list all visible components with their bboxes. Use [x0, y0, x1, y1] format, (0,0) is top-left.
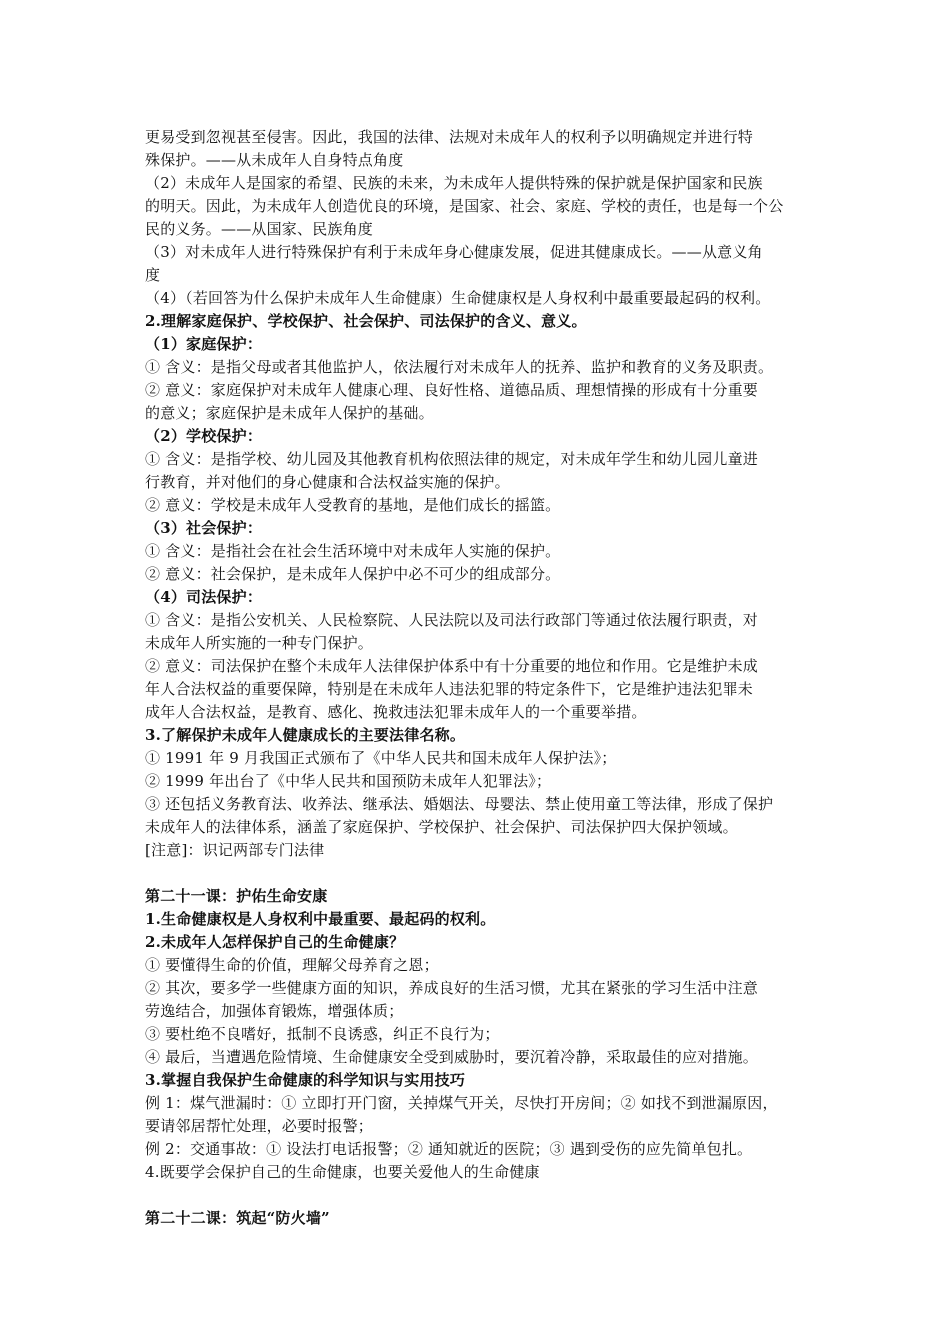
paragraph-line: 例 1：煤气泄漏时：① 立即打开门窗，关掉煤气开关，尽快打开房间；② 如找不到泄漏原因， [145, 1094, 778, 1112]
paragraph-line: （4）（若回答为什么保护未成年人生命健康）生命健康权是人身权利中最重要最起码的权利。 [145, 289, 771, 307]
paragraph-line: ① 含义：是指社会在社会生活环境中对未成年人实施的保护。 [145, 542, 561, 560]
section-heading: 3.掌握自我保护生命健康的科学知识与实用技巧 [145, 1071, 466, 1089]
paragraph-line: 例 2：交通事故：① 设法打电话报警；② 通知就近的医院；③ 遇到受伤的应先简单包扎。 [145, 1140, 753, 1158]
paragraph-line: （3）对未成年人进行特殊保护有利于未成年身心健康发展，促进其健康成长。——从意义角 [145, 243, 763, 261]
paragraph-line: ① 要懂得生命的价值，理解父母养育之恩； [145, 956, 439, 974]
paragraph-line: 更易受到忽视甚至侵害。因此，我国的法律、法规对未成年人的权利予以明确规定并进行特 [145, 128, 754, 146]
paragraph-line: 未成年人所实施的一种专门保护。 [145, 634, 374, 652]
paragraph-line: 民的义务。——从国家、民族角度 [145, 220, 374, 238]
paragraph-line: ① 1991 年 9 月我国正式颁布了《中华人民共和国未成年人保护法》； [145, 749, 617, 767]
section-heading: 2.未成年人怎样保护自己的生命健康？ [145, 933, 405, 951]
paragraph-line: 殊保护。——从未成年人自身特点角度 [145, 151, 404, 169]
paragraph-line: 4.既要学会保护自己的生命健康，也要关爱他人的生命健康 [145, 1163, 540, 1181]
subsection-heading: （1）家庭保护： [145, 335, 263, 353]
document-body [145, 126, 825, 1230]
section-heading: 2.理解家庭保护、学校保护、社会保护、司法保护的含义、意义。 [145, 312, 587, 330]
paragraph-line: ② 意义：学校是未成年人受教育的基地，是他们成长的摇篮。 [145, 496, 561, 514]
paragraph-line: 度 [145, 266, 161, 284]
paragraph-line: 的意义；家庭保护是未成年人保护的基础。 [145, 404, 434, 422]
paragraph-line: 年人合法权益的重要保障，特别是在未成年人违法犯罪的特定条件下，它是维护违法犯罪未 [145, 680, 754, 698]
paragraph-line: ② 意义：家庭保护对未成年人健康心理、良好性格、道德品质、理想情操的形成有十分重要 [145, 381, 758, 399]
section-heading: 1.生命健康权是人身权利中最重要、最起码的权利。 [145, 910, 496, 928]
subsection-heading: （3）社会保护： [145, 519, 263, 537]
paragraph-line: ① 含义：是指学校、幼儿园及其他教育机构依照法律的规定，对未成年学生和幼儿园儿童进 [145, 450, 758, 468]
paragraph-line: ① 含义：是指公安机关、人民检察院、人民法院以及司法行政部门等通过依法履行职责，对 [145, 611, 758, 629]
paragraph-line: ① 含义：是指父母或者其他监护人，依法履行对未成年人的抚养、监护和教育的义务及职责。 [145, 358, 774, 376]
paragraph-line: 要请邻居帮忙处理，必要时报警； [145, 1117, 374, 1135]
paragraph-line: ④ 最后，当遭遇危险情境、生命健康安全受到威胁时，要沉着冷静，采取最佳的应对措施。 [145, 1048, 758, 1066]
paragraph-line: ② 1999 年出台了《中华人民共和国预防未成年人犯罪法》； [145, 772, 552, 790]
paragraph-line: ② 意义：司法保护在整个未成年人法律保护体系中有十分重要的地位和作用。它是维护未成 [145, 657, 758, 675]
paragraph-line: （2）未成年人是国家的希望、民族的未来，为未成年人提供特殊的保护就是保护国家和民族 [145, 174, 763, 192]
paragraph-line: 的明天。因此，为未成年人创造优良的环境，是国家、社会、家庭、学校的责任，也是每一个公 [145, 197, 784, 215]
paragraph-line: ③ 还包括义务教育法、收养法、继承法、婚姻法、母婴法、禁止使用童工等法律，形成了保护 [145, 795, 774, 813]
paragraph-line: 劳逸结合，加强体育锻炼，增强体质； [145, 1002, 404, 1020]
paragraph-line: ② 意义：社会保护，是未成年人保护中必不可少的组成部分。 [145, 565, 561, 583]
paragraph-line: 行教育，并对他们的身心健康和合法权益实施的保护。 [145, 473, 510, 491]
paragraph-line: 未成年人的法律体系，涵盖了家庭保护、学校保护、社会保护、司法保护四大保护领域。 [145, 818, 738, 836]
lesson-title: 第二十二课：筑起“防火墙” [145, 1209, 330, 1227]
paragraph-line: 成年人合法权益，是教育、感化、挽救违法犯罪未成年人的一个重要举措。 [145, 703, 647, 721]
section-heading: 3.了解保护未成年人健康成长的主要法律名称。 [145, 726, 466, 744]
subsection-heading: （4）司法保护： [145, 588, 263, 606]
blank-line [145, 862, 825, 885]
blank-line [145, 1184, 825, 1207]
paragraph-line: ③ 要杜绝不良嗜好，抵制不良诱惑，纠正不良行为； [145, 1025, 500, 1043]
subsection-heading: （2）学校保护： [145, 427, 263, 445]
lesson-title: 第二十一课：护佑生命安康 [145, 887, 328, 905]
note-line: [注意]：识记两部专门法律 [145, 841, 325, 859]
paragraph-line: ② 其次，要多学一些健康方面的知识，养成良好的生活习惯，尤其在紧张的学习生活中注意 [145, 979, 758, 997]
